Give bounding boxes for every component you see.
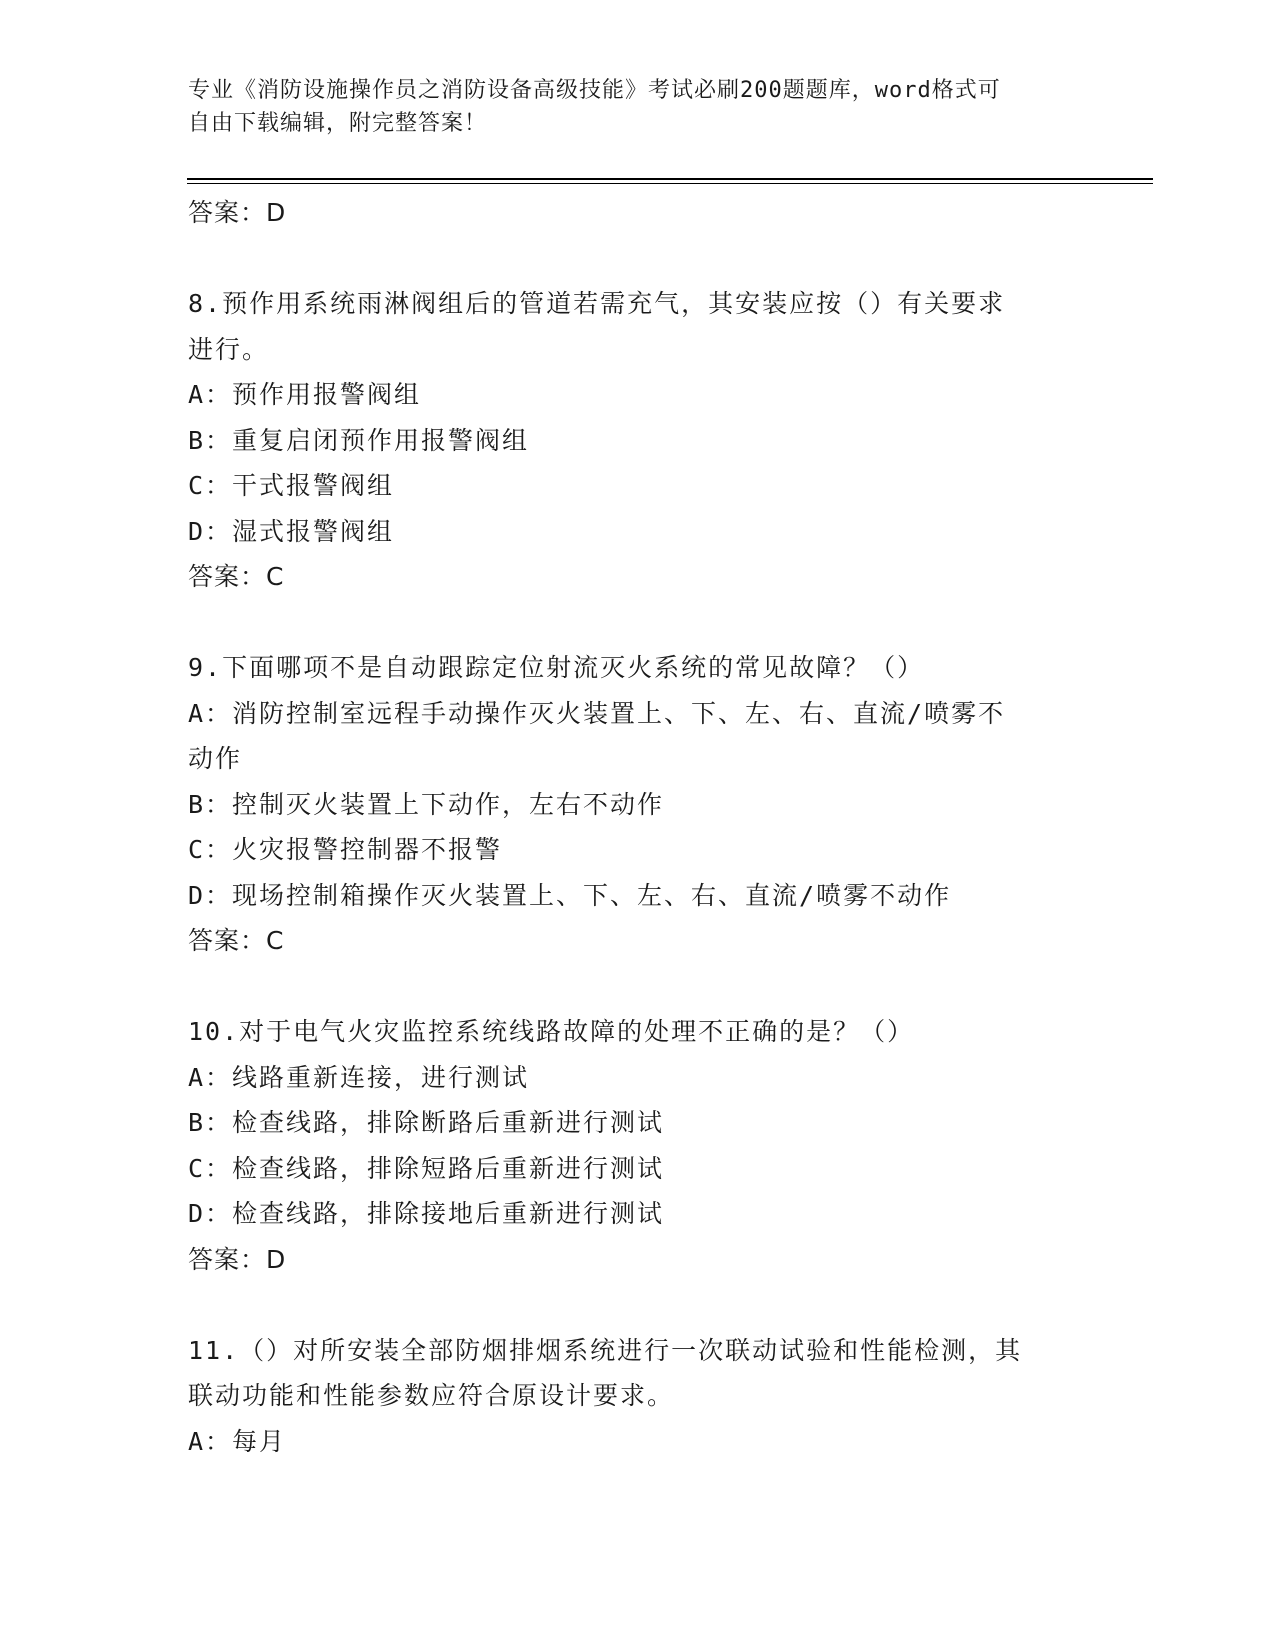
header-divider-thick: [187, 178, 1153, 180]
question-11: [188, 1328, 1088, 1465]
question-8-option-d: D：湿式报警阀组: [188, 516, 395, 546]
header-title-line-1: 专业《消防设施操作员之消防设备高级技能》考试必刷200题题库，word格式可: [188, 78, 1001, 103]
question-8-stem-line-1: 8.预作用系统雨淋阀组后的管道若需充气，其安装应按（）有关要求: [188, 289, 1006, 318]
question-10-option-c: C：检查线路，排除短路后重新进行测试: [188, 1153, 665, 1183]
question-11-stem-line-1: 11.（）对所安装全部防烟排烟系统进行一次联动试验和性能检测，其: [188, 1335, 1023, 1365]
answer-q8: 答案：C: [188, 562, 285, 591]
answer-q7: 答案：D: [188, 198, 287, 227]
answer-q10: 答案：D: [188, 1244, 287, 1274]
question-11-stem-line-2: 联动功能和性能参数应符合原设计要求。: [188, 1381, 675, 1410]
question-9-option-a-line-2: 动作: [188, 744, 243, 773]
spacer: [188, 600, 1088, 646]
question-8: [188, 281, 1088, 600]
question-9-stem-line-1: 9.下面哪项不是自动跟踪定位射流灭火系统的常见故障？（）: [188, 653, 925, 682]
question-10-option-a: A：线路重新连接，进行测试: [188, 1062, 530, 1092]
question-list: [188, 190, 1088, 1464]
question-10-option-d: D：检查线路，排除接地后重新进行测试: [188, 1199, 665, 1228]
question-9-option-a-line-1: A：消防控制室远程手动操作灭火装置上、下、左、右、直流/喷雾不: [188, 698, 1006, 728]
question-9-option-b: B：控制灭火装置上下动作，左右不动作: [188, 789, 665, 819]
question-9-option-c: C：火灾报警控制器不报警: [188, 835, 503, 864]
question-9: [188, 645, 1088, 964]
answer-q9: 答案：C: [188, 926, 285, 955]
document-header: [188, 74, 1088, 140]
question-9-option-d: D：现场控制箱操作灭火装置上、下、左、右、直流/喷雾不动作: [188, 880, 952, 910]
question-11-option-a: A：每月: [188, 1426, 287, 1456]
question-10-option-b: B：检查线路，排除断路后重新进行测试: [188, 1108, 665, 1137]
header-divider-thin: [187, 183, 1153, 184]
question-8-option-c: C：干式报警阀组: [188, 471, 395, 500]
spacer: [188, 1282, 1088, 1328]
question-8-option-b: B：重复启闭预作用报警阀组: [188, 425, 530, 455]
question-8-stem-line-2: 进行。: [188, 334, 270, 364]
spacer: [188, 964, 1088, 1010]
question-8-option-a: A：预作用报警阀组: [188, 380, 422, 409]
question-10-stem-line-1: 10.对于电气火灾监控系统线路故障的处理不正确的是？（）: [188, 1017, 915, 1046]
spacer: [188, 236, 1088, 282]
header-title-line-2: 自由下载编辑，附完整答案！: [188, 111, 488, 136]
question-10: [188, 1009, 1088, 1282]
